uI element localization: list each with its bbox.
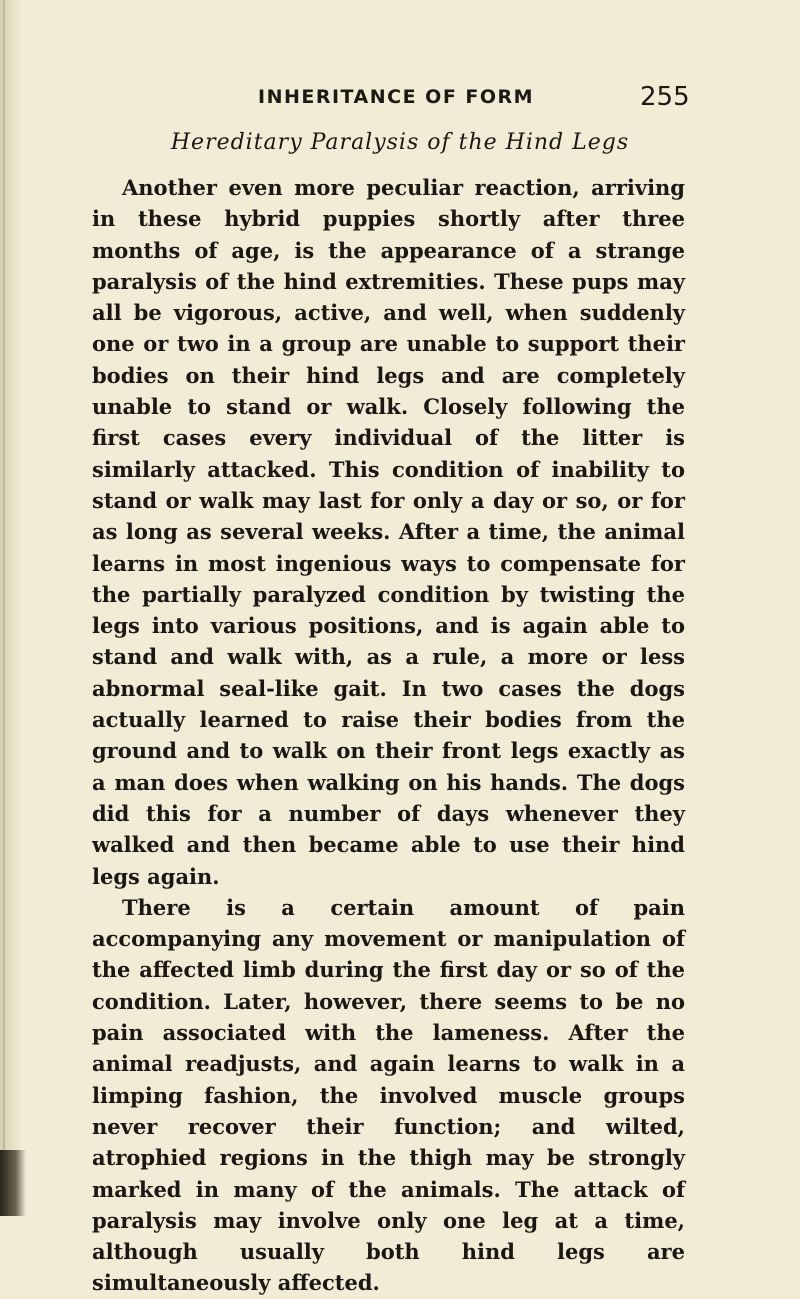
running-title: INHERITANCE OF FORM (258, 86, 535, 108)
running-header (0, 84, 800, 114)
paragraph-2: There is a certain amount of pain accompanying any movement or manipulation of the affected limb during the first day or so of the condition. Later, however, there seems to be no pain associated with the lameness. After the animal readjusts, and again learns to walk in a limping fashion, the involved muscle groups never recover their function; and wilted, atrophied regions in the thigh may be strongly marked in many of the animals. The attack of paralysis may involve only one leg at a time, although usually both hind legs are simultaneously affected. (92, 894, 685, 1296)
page-number: 255 (640, 82, 690, 112)
paragraph-1: Another even more peculiar reaction, arriving in these hybrid puppies shortly after three months of age, is the appearance of a strange paralysis of the hind extremities. These pups may all be vigorous, active, and well, when suddenly one or two in a group are unable to support their bodies on their hind legs and are completely unable to stand or walk. Closely following the first cases every individual of the litter is similarly attacked. This condition of inability to stand or walk may last for only a day or so, or for as long as several weeks. After a time, the animal learns in most ingenious ways to compensate for the partially paralyzed condition by twisting the legs into various positions, and is again able to stand and walk with, as a rule, a more or less abnormal seal-like gait. In two cases the dogs actually learned to raise their bodies from the ground and to walk on their front legs exactly as a man does when walking on his hands. The dogs did this for a number of days whenever they walked and then became able to use their hind legs again. (92, 175, 685, 889)
body-text (92, 172, 685, 1299)
page-binding-edge (3, 0, 5, 1216)
section-heading: Hereditary Paralysis of the Hind Legs (170, 130, 630, 155)
page-binding-corner (0, 1150, 26, 1216)
